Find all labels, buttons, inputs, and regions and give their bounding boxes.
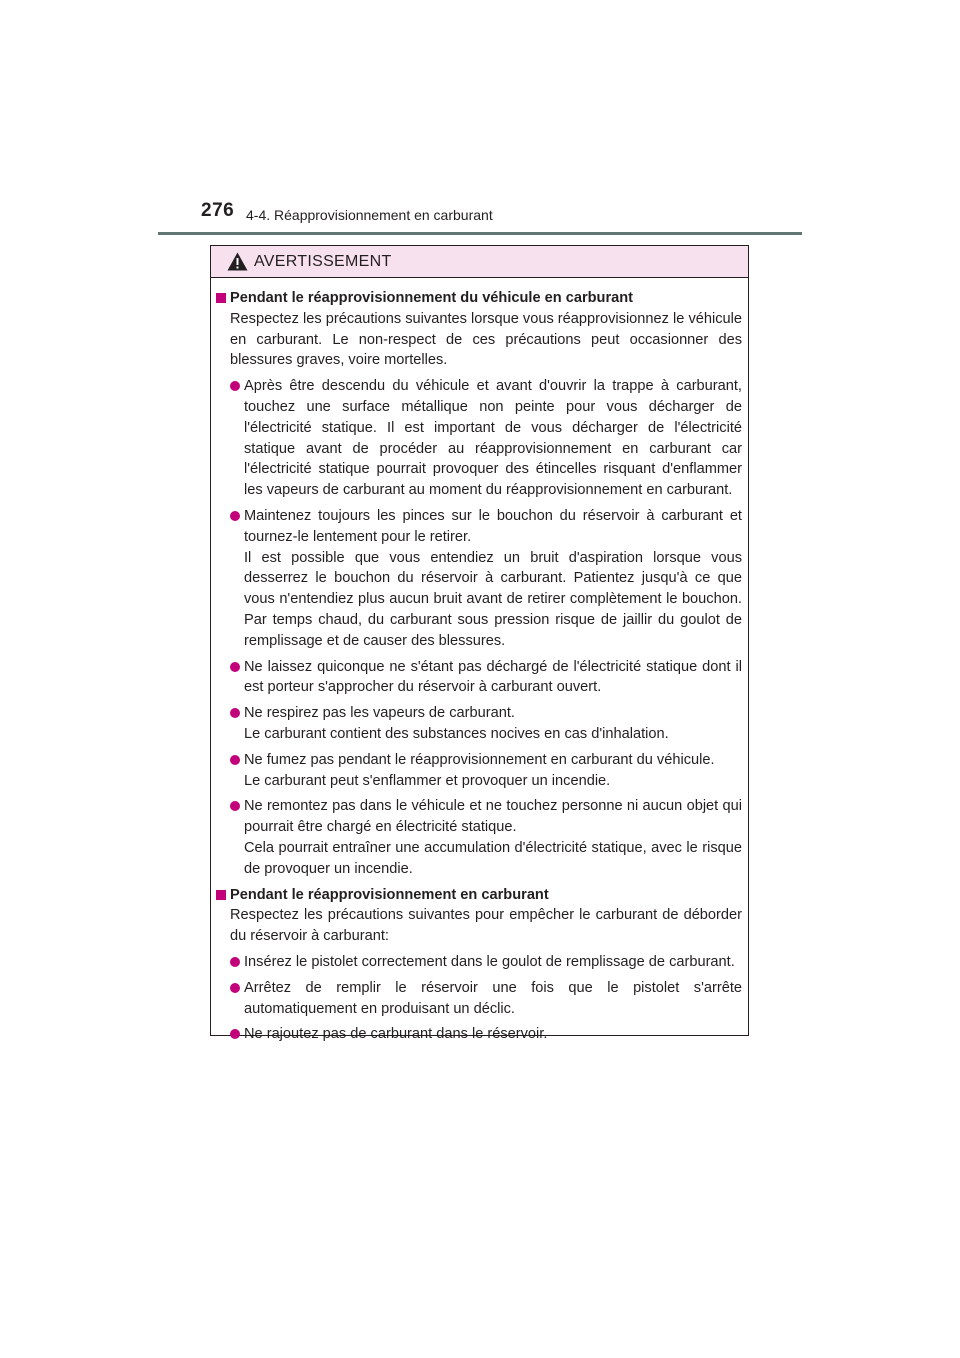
circle-bullet-icon <box>230 381 240 391</box>
circle-bullet-icon <box>230 801 240 811</box>
section-intro: Respectez les précautions suivantes pour empêcher le carburant de déborder du réservoir à carburant: <box>230 907 742 945</box>
list-item <box>216 796 742 879</box>
section-intro: Respectez les précautions suivantes lorsque vous réapprovisionnez le véhicule en carburant. Le non-respect de ces précautions peut occasionner des blessures graves, voire mortelles. <box>230 310 742 369</box>
list-item <box>216 952 742 973</box>
list-item <box>216 978 742 1020</box>
bullet-text: Ne rajoutez pas de carburant dans le réservoir. <box>244 1026 548 1043</box>
list-item <box>216 750 742 792</box>
bullet-text: Après être descendu du véhicule et avant d'ouvrir la trappe à carburant, touchez une surface métallique non peinte pour vous décharger de l'électricité statique. Il est important de vous décharger de l'électricité statique avant de procéder au réapprovisionnement en carburant car l'électricité statique pourrait provoquer des étincelles risquant d'enflammer les vapeurs de carburant au moment du réapprovisionnement en carburant. <box>244 378 742 499</box>
list-item <box>216 506 742 652</box>
list-item <box>216 1024 742 1045</box>
bullet-text: Arrêtez de remplir le réservoir une fois que le pistolet s'arrête automatiquement en produisant un déclic. <box>244 979 742 1017</box>
bullet-text: Ne fumez pas pendant le réapprovisionnement en carburant du véhicule. <box>244 751 715 768</box>
warning-title: AVERTISSEMENT <box>254 252 392 270</box>
warning-body <box>211 278 748 1045</box>
list-item <box>216 376 742 501</box>
circle-bullet-icon <box>230 708 240 718</box>
circle-bullet-icon <box>230 983 240 993</box>
bullet-text: Insérez le pistolet correctement dans le goulot de remplissage de carburant. <box>244 953 735 970</box>
square-bullet-icon <box>216 293 226 303</box>
section-heading-text: Pendant le réapprovisionnement du véhicule en carburant <box>230 290 634 306</box>
list-item <box>216 703 742 745</box>
circle-bullet-icon <box>230 662 240 672</box>
bullet-text: Le carburant contient des substances nocives en cas d'inhalation. <box>244 725 669 742</box>
warning-box <box>210 245 749 1043</box>
square-bullet-icon <box>216 890 226 900</box>
bullet-text: Ne respirez pas les vapeurs de carburant. <box>244 705 515 722</box>
bullet-text: Ne remontez pas dans le véhicule et ne touchez personne ni aucun objet qui pourrait être chargé en électricité statique. <box>244 798 742 836</box>
warning-triangle-icon <box>227 252 248 271</box>
circle-bullet-icon <box>230 511 240 521</box>
circle-bullet-icon <box>230 957 240 967</box>
section-heading <box>216 288 742 309</box>
circle-bullet-icon <box>230 1029 240 1039</box>
bullet-text: Il est possible que vous entendiez un bruit d'aspiration lorsque vous desserrez le bouchon du réservoir à carburant. Patientez jusqu'à ce que vous n'entendiez plus aucun bruit avant de retirer complètement le bouchon. Par temps chaud, du carburant sous pression risque de jaillir du goulot de remplissage et de causer des blessures. <box>244 549 742 649</box>
warning-header <box>211 246 748 278</box>
list-item <box>216 657 742 699</box>
section-title: 4-4. Réapprovisionnement en carburant <box>246 207 493 223</box>
bullet-text: Maintenez toujours les pinces sur le bouchon du réservoir à carburant et tournez-le lentement pour le retirer. <box>244 507 742 545</box>
bullet-text: Cela pourrait entraîner une accumulation d'électricité statique, avec le risque de provoquer un incendie. <box>244 839 742 877</box>
bullet-text: Ne laissez quiconque ne s'étant pas déchargé de l'électricité statique dont il est porteur s'approcher du réservoir à carburant ouvert. <box>244 658 742 696</box>
bullet-text: Le carburant peut s'enflammer et provoquer un incendie. <box>244 772 611 789</box>
circle-bullet-icon <box>230 755 240 765</box>
page-number: 276 <box>201 200 235 221</box>
header-rule <box>158 232 802 235</box>
section-heading <box>216 885 742 906</box>
section-heading-text: Pendant le réapprovisionnement en carburant <box>230 886 549 903</box>
